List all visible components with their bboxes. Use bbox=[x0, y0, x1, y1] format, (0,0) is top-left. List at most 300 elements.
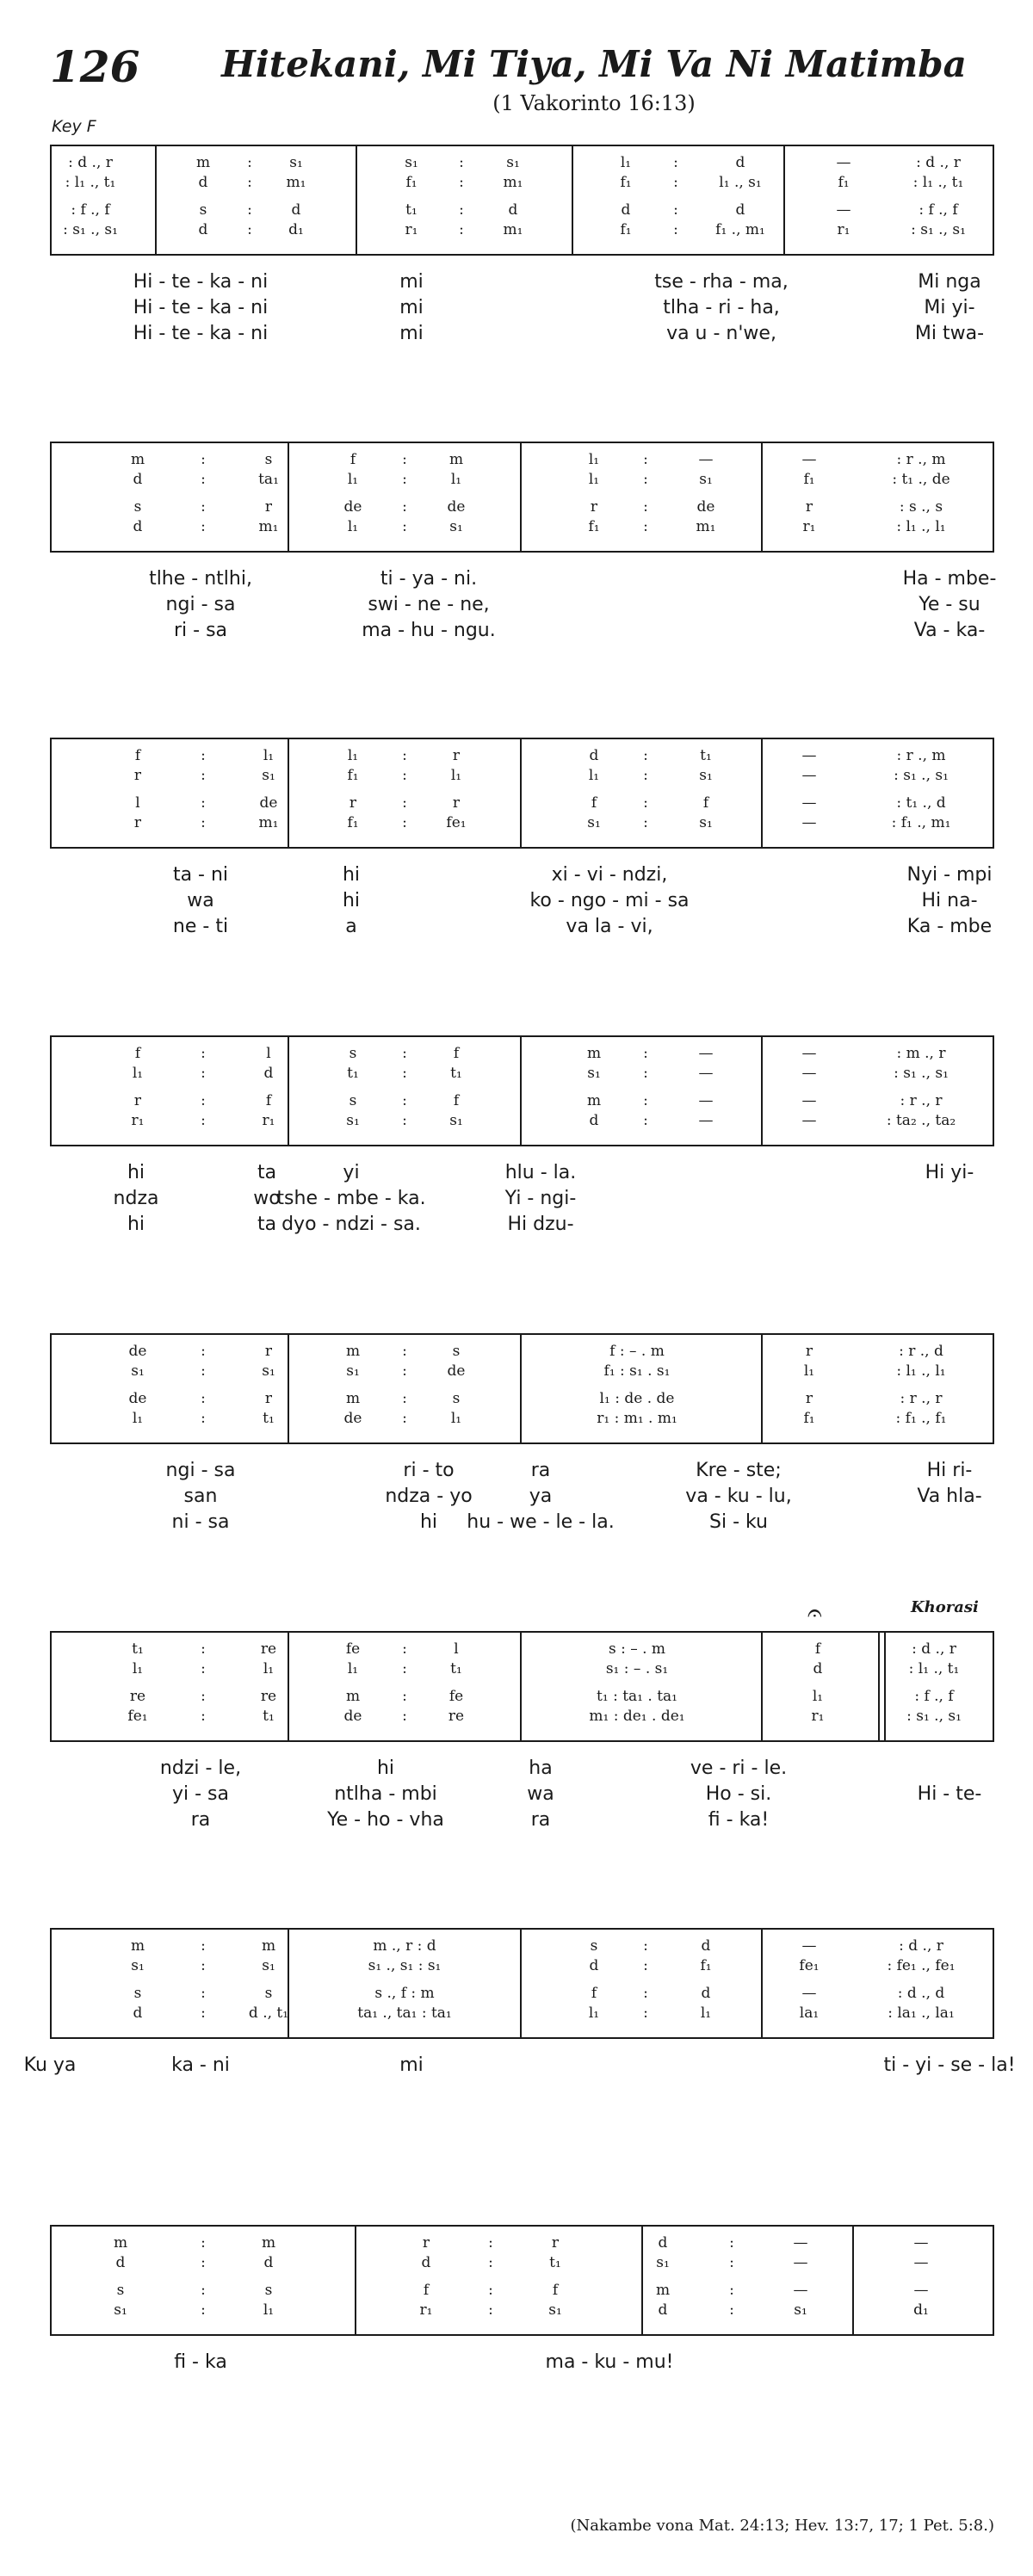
solfa-note: : fe₁ ., fe₁ bbox=[887, 1957, 956, 1974]
lyric-fragment: Yi - ngi- bbox=[504, 1188, 577, 1209]
solfa-note: f bbox=[423, 2282, 430, 2299]
solfa-note: l₁ bbox=[588, 451, 600, 468]
solfa-note: s₁ bbox=[656, 2254, 670, 2271]
solfa-note: s bbox=[349, 1092, 357, 1109]
solfa-note: l₁ bbox=[588, 2005, 600, 2022]
solfa-note: r₁ bbox=[837, 221, 851, 238]
solfa-note: s₁ bbox=[548, 2301, 562, 2319]
solfa-note: : bbox=[201, 747, 206, 764]
lyric-fragment: Hi - te- bbox=[917, 1783, 982, 1805]
solfa-note: — bbox=[801, 1092, 817, 1109]
lyric-verse-3 bbox=[50, 1511, 994, 1537]
solfa-note: m bbox=[586, 1092, 602, 1109]
solfa-note: : bbox=[247, 221, 252, 238]
solfa-note: — bbox=[913, 2282, 929, 2299]
solfa-note: l₁ bbox=[347, 747, 359, 764]
fermata-icon: 𝄐 bbox=[807, 1598, 822, 1628]
solfa-note: s₁ bbox=[449, 518, 463, 535]
solfa-note: : s₁ ., s₁ bbox=[894, 1065, 949, 1082]
lyric-fragment: ntlha - mbi bbox=[334, 1783, 437, 1805]
solfa-note: : bbox=[643, 2005, 648, 2022]
music-system bbox=[50, 442, 997, 646]
solfa-note: — bbox=[801, 794, 817, 812]
solfa-note: : bbox=[402, 1092, 407, 1109]
solfa-note: : bbox=[247, 154, 252, 171]
solfa-note: d bbox=[589, 1112, 599, 1129]
solfa-note: : bbox=[643, 471, 648, 488]
lyric-verse-1 bbox=[50, 1757, 994, 1783]
voice-part-3 bbox=[52, 1687, 993, 1706]
solfa-note: r₁ bbox=[262, 1112, 275, 1129]
solfa-note: d bbox=[589, 747, 599, 764]
solfa-note: : bbox=[643, 1065, 648, 1082]
scripture-reference: (1 Vakorinto 16:13) bbox=[492, 91, 696, 115]
solfa-note: — bbox=[913, 2234, 929, 2252]
solfa-note: m bbox=[130, 451, 145, 468]
solfa-note: r bbox=[264, 1390, 273, 1407]
lyric-fragment: ndza bbox=[113, 1188, 159, 1209]
solfa-note: : bbox=[201, 1640, 206, 1658]
lyric-verse-2 bbox=[50, 594, 994, 620]
music-system bbox=[50, 145, 994, 349]
solfa-note: : bbox=[643, 1092, 648, 1109]
solfa-note: f : – . m bbox=[609, 1343, 665, 1360]
solfa-note: : bbox=[459, 154, 464, 171]
lyric-fragment: Ye - ho - vha bbox=[327, 1809, 444, 1831]
solfa-note: : d ., d bbox=[897, 1985, 945, 2002]
voice-part-1 bbox=[52, 153, 993, 172]
lyric-fragment: Hi - te - ka - ni bbox=[133, 271, 269, 293]
solfa-note: s₁ : – . s₁ bbox=[605, 1660, 669, 1677]
solfa-note: — bbox=[801, 747, 817, 764]
solfa-note: : bbox=[201, 1390, 206, 1407]
voice-part-4 bbox=[52, 2004, 993, 2023]
music-system bbox=[50, 1598, 994, 1835]
solfa-note: m₁ bbox=[286, 174, 306, 191]
voice-part-3 bbox=[52, 201, 993, 219]
hymn-number: 126 bbox=[50, 41, 140, 92]
solfa-note: f₁ bbox=[838, 174, 850, 191]
lyric-fragment: tlhe - ntlhi, bbox=[149, 568, 252, 590]
solfa-note: : bbox=[673, 174, 678, 191]
solfa-note: : f ., f bbox=[914, 1688, 954, 1705]
solfa-note: de bbox=[128, 1343, 147, 1360]
solfa-note: de bbox=[128, 1390, 147, 1407]
solfa-note: m bbox=[586, 1045, 602, 1062]
lyric-fragment: va - ku - lu, bbox=[685, 1486, 792, 1507]
solfa-note: d₁ bbox=[913, 2301, 929, 2319]
solfa-note: r bbox=[422, 2234, 430, 2252]
solfa-note: : d ., r bbox=[68, 154, 113, 171]
solfa-note: l₁ bbox=[450, 1410, 462, 1427]
solfa-note: — bbox=[698, 1112, 714, 1129]
lyric-fragment: hi bbox=[342, 890, 361, 911]
voice-part-1 bbox=[52, 746, 993, 765]
solfa-note: s₁ bbox=[794, 2301, 807, 2319]
lyrics-block bbox=[50, 1757, 994, 1835]
solfa-note: : bbox=[729, 2234, 734, 2252]
solfa-note: : r ., d bbox=[899, 1343, 943, 1360]
solfa-note: : bbox=[643, 1957, 648, 1974]
solfa-note: r bbox=[133, 767, 142, 784]
solfa-note: s bbox=[452, 1390, 461, 1407]
solfa-note: m bbox=[130, 1937, 145, 1955]
solfa-note: — bbox=[793, 2282, 808, 2299]
solfa-note: re bbox=[448, 1708, 465, 1725]
solfa-note: : bbox=[402, 747, 407, 764]
solfa-note: t₁ bbox=[549, 2254, 561, 2271]
solfa-note: m₁ : de₁ . de₁ bbox=[589, 1708, 685, 1725]
solfa-note: r bbox=[551, 2234, 560, 2252]
solfa-note: l₁ bbox=[132, 1065, 144, 1082]
lyric-fragment: hlu - la. bbox=[504, 1162, 577, 1183]
solfa-note: s ., f : m bbox=[374, 1985, 435, 2002]
voice-part-1 bbox=[52, 2233, 993, 2252]
solfa-note: f₁ bbox=[588, 518, 600, 535]
solfa-note: : bbox=[643, 1985, 648, 2002]
music-system bbox=[50, 2225, 994, 2377]
lyric-fragment: Si - ku bbox=[708, 1511, 769, 1533]
lyric-fragment: tse - rha - ma, bbox=[654, 271, 789, 293]
solfa-note: s bbox=[452, 1343, 461, 1360]
solfa-note: : l₁ ., l₁ bbox=[896, 1362, 946, 1380]
lyric-fragment: Va hla- bbox=[917, 1486, 982, 1507]
solfa-note: : bbox=[201, 767, 206, 784]
solfa-note: s₁ bbox=[289, 154, 303, 171]
solfa-note: d bbox=[701, 1937, 711, 1955]
solfa-note: l₁ bbox=[263, 1660, 275, 1677]
solfa-note: — bbox=[698, 1045, 714, 1062]
lyric-verse-2 bbox=[50, 1486, 994, 1511]
solfa-note: d bbox=[198, 221, 208, 238]
solfa-note: m₁ bbox=[696, 518, 716, 535]
solfa-note: : r ., m bbox=[896, 747, 946, 764]
lyric-fragment: Hi yi- bbox=[925, 1162, 974, 1183]
lyric-fragment: ta - ni bbox=[172, 864, 229, 886]
solfa-note: s₁ bbox=[506, 154, 520, 171]
solfa-note: — bbox=[801, 1985, 817, 2002]
solfa-note: f bbox=[591, 1985, 597, 2002]
lyric-fragment: ya bbox=[529, 1486, 553, 1507]
lyric-fragment: Hi ri- bbox=[926, 1460, 973, 1481]
lyric-fragment: mi bbox=[399, 323, 424, 344]
solfa-note: f₁ bbox=[803, 471, 815, 488]
solfa-note: l bbox=[266, 1045, 271, 1062]
solfa-staff bbox=[50, 1631, 994, 1742]
voice-part-2 bbox=[52, 1659, 993, 1678]
solfa-note: s bbox=[349, 1045, 357, 1062]
solfa-note: f bbox=[453, 1045, 460, 1062]
solfa-note: m bbox=[195, 154, 211, 171]
solfa-note: : bbox=[201, 1957, 206, 1974]
solfa-note: d bbox=[291, 201, 301, 219]
voice-part-4 bbox=[52, 1707, 993, 1726]
lyric-fragment: ma - hu - ngu. bbox=[362, 620, 496, 641]
solfa-note: : bbox=[459, 221, 464, 238]
solfa-note: s₁ bbox=[114, 2301, 127, 2319]
solfa-staff bbox=[50, 1333, 994, 1444]
solfa-note: : bbox=[643, 747, 648, 764]
voice-part-1 bbox=[52, 1640, 993, 1659]
solfa-note: : bbox=[729, 2282, 734, 2299]
solfa-note: r bbox=[805, 498, 813, 516]
lyrics-block bbox=[50, 568, 997, 646]
solfa-note: — bbox=[698, 1065, 714, 1082]
solfa-note: m bbox=[345, 1688, 361, 1705]
solfa-note: re bbox=[260, 1640, 277, 1658]
solfa-note: r₁ : m₁ . m₁ bbox=[597, 1410, 677, 1427]
key-signature: Key F bbox=[52, 117, 96, 136]
lyric-fragment: ni - sa bbox=[171, 1511, 230, 1533]
solfa-note: m ., r : d bbox=[373, 1937, 436, 1955]
lyric-fragment: yi bbox=[343, 1162, 360, 1183]
solfa-note: : bbox=[402, 1112, 407, 1129]
voice-part-4 bbox=[52, 1409, 993, 1428]
solfa-note: d bbox=[115, 2254, 126, 2271]
lyric-fragment: hi bbox=[127, 1162, 145, 1183]
solfa-note: t₁ bbox=[263, 1410, 275, 1427]
solfa-note: s : – . m bbox=[608, 1640, 666, 1658]
solfa-note: d bbox=[621, 201, 631, 219]
lyric-fragment: Nyi - mpi bbox=[906, 864, 993, 886]
solfa-note: r bbox=[264, 1343, 273, 1360]
lyrics-block bbox=[23, 2054, 1016, 2080]
lyric-fragment: swi - ne - ne, bbox=[368, 594, 490, 615]
lyric-fragment: Mi twa- bbox=[914, 323, 985, 344]
solfa-note: : f ., f bbox=[71, 201, 110, 219]
solfa-note: l₁ bbox=[588, 471, 600, 488]
solfa-note: r bbox=[590, 498, 598, 516]
solfa-note: s₁ bbox=[262, 1957, 275, 1974]
lyric-fragment: ndza - yo bbox=[385, 1486, 473, 1507]
lyric-fragment: ve - ri - le. bbox=[690, 1757, 788, 1779]
solfa-staff bbox=[50, 145, 994, 256]
solfa-note: : bbox=[201, 1660, 206, 1677]
solfa-note: : s₁ ., s₁ bbox=[911, 221, 966, 238]
lyric-fragment: ngi - sa bbox=[165, 1460, 236, 1481]
solfa-note: : r ., r bbox=[900, 1390, 943, 1407]
solfa-note: de bbox=[343, 498, 362, 516]
solfa-note: s bbox=[264, 2282, 273, 2299]
solfa-note: t₁ : ta₁ . ta₁ bbox=[597, 1688, 677, 1705]
solfa-note: de bbox=[696, 498, 715, 516]
lyric-fragment: ri - sa bbox=[173, 620, 228, 641]
solfa-note: : bbox=[201, 498, 206, 516]
voice-part-4 bbox=[52, 220, 993, 239]
voice-part-2 bbox=[52, 1064, 993, 1083]
lyric-verse-3 bbox=[50, 323, 994, 349]
lyric-fragment: yi - sa bbox=[172, 1783, 229, 1805]
lyric-fragment: san bbox=[183, 1486, 218, 1507]
solfa-note: r bbox=[452, 794, 461, 812]
solfa-note: l₁ bbox=[700, 2005, 712, 2022]
solfa-note: : s₁ ., s₁ bbox=[63, 221, 118, 238]
solfa-note: l bbox=[135, 794, 140, 812]
voice-part-2 bbox=[52, 766, 993, 785]
voice-part-1 bbox=[52, 450, 993, 469]
lyric-verse-1 bbox=[50, 2351, 994, 2377]
solfa-note: r bbox=[349, 794, 357, 812]
solfa-note: : bbox=[643, 767, 648, 784]
solfa-note: l₁ bbox=[263, 2301, 275, 2319]
lyric-fragment: wo bbox=[253, 1188, 281, 1209]
voice-part-1 bbox=[52, 1044, 993, 1063]
solfa-note: l₁ bbox=[812, 1688, 824, 1705]
solfa-note: : bbox=[459, 201, 464, 219]
solfa-note: s₁ bbox=[449, 1112, 463, 1129]
solfa-note: : t₁ ., de bbox=[892, 471, 950, 488]
lyric-fragment: Ho - si. bbox=[705, 1783, 772, 1805]
lyric-fragment: tshe - mbe - ka. bbox=[276, 1188, 426, 1209]
lyric-fragment: dyo - ndzi - sa. bbox=[281, 1214, 421, 1235]
solfa-note: : r ., r bbox=[900, 1092, 943, 1109]
solfa-note: d bbox=[658, 2234, 668, 2252]
lyric-fragment: va la - vi, bbox=[566, 916, 653, 937]
solfa-note: — bbox=[801, 451, 817, 468]
solfa-note: f₁ ., m₁ bbox=[715, 221, 765, 238]
solfa-note: : bbox=[201, 518, 206, 535]
solfa-note: : bbox=[201, 1343, 206, 1360]
solfa-note: : bbox=[201, 451, 206, 468]
solfa-note: — bbox=[913, 2254, 929, 2271]
solfa-note: — bbox=[801, 767, 817, 784]
solfa-note: — bbox=[801, 1065, 817, 1082]
solfa-note: f bbox=[702, 794, 709, 812]
lyric-fragment: Ye - su bbox=[919, 594, 980, 615]
voice-part-2 bbox=[52, 470, 993, 489]
solfa-note: f bbox=[349, 451, 356, 468]
solfa-note: d bbox=[421, 2254, 431, 2271]
solfa-note: t₁ bbox=[700, 747, 712, 764]
lyric-fragment: ne - ti bbox=[172, 916, 229, 937]
lyric-fragment: Ku ya bbox=[23, 2054, 77, 2076]
lyric-fragment: ta bbox=[257, 1162, 277, 1183]
lyric-fragment: va u - n'we, bbox=[666, 323, 776, 344]
solfa-note: s₁ bbox=[699, 767, 713, 784]
solfa-note: fe bbox=[448, 1688, 464, 1705]
solfa-note: : s₁ ., s₁ bbox=[906, 1708, 962, 1725]
solfa-note: fe₁ bbox=[799, 1957, 820, 1974]
solfa-note: : m ., r bbox=[896, 1045, 946, 1062]
solfa-note: : bbox=[402, 794, 407, 812]
solfa-note: : bbox=[402, 471, 407, 488]
solfa-note: s₁ bbox=[587, 814, 601, 831]
solfa-note: : bbox=[729, 2254, 734, 2271]
solfa-note: s₁ bbox=[587, 1065, 601, 1082]
solfa-note: d bbox=[263, 1065, 274, 1082]
voice-part-4 bbox=[52, 1111, 993, 1130]
lyric-verse-1 bbox=[50, 1460, 994, 1486]
solfa-note: : bbox=[402, 1660, 407, 1677]
lyric-verse-2 bbox=[50, 890, 994, 916]
solfa-note: f bbox=[591, 794, 597, 812]
hymn-title: Hitekani, Mi Tiya, Mi Va Ni Matimba bbox=[221, 43, 967, 85]
solfa-note: l bbox=[454, 1640, 459, 1658]
solfa-note: : bbox=[643, 1937, 648, 1955]
solfa-note: : bbox=[643, 1045, 648, 1062]
solfa-note: — bbox=[801, 1045, 817, 1062]
solfa-note: f bbox=[453, 1092, 460, 1109]
solfa-note: f bbox=[134, 1045, 141, 1062]
lyric-fragment: fi - ka bbox=[174, 2351, 227, 2373]
solfa-note: de bbox=[447, 498, 466, 516]
voice-part-3 bbox=[52, 2281, 993, 2300]
solfa-note: f₁ bbox=[347, 814, 359, 831]
solfa-note: l₁ bbox=[132, 1660, 144, 1677]
solfa-note: : bbox=[201, 1092, 206, 1109]
lyric-fragment: ndzi - le, bbox=[159, 1757, 242, 1779]
solfa-note: f₁ bbox=[347, 767, 359, 784]
solfa-staff bbox=[50, 1928, 994, 2039]
solfa-note: s₁ bbox=[131, 1957, 145, 1974]
lyric-fragment: ra bbox=[530, 1809, 551, 1831]
solfa-staff bbox=[50, 2225, 994, 2336]
solfa-note: : bbox=[402, 1362, 407, 1380]
lyric-fragment: ko - ngo - mi - sa bbox=[529, 890, 690, 911]
solfa-note: : bbox=[402, 1688, 407, 1705]
solfa-note: s bbox=[590, 1937, 598, 1955]
solfa-note: : l₁ ., l₁ bbox=[896, 518, 946, 535]
solfa-note: : bbox=[402, 767, 407, 784]
solfa-note: : l₁ ., t₁ bbox=[908, 1660, 960, 1677]
solfa-note: re bbox=[129, 1688, 146, 1705]
solfa-note: m₁ bbox=[258, 814, 279, 831]
lyric-fragment: Mi yi- bbox=[924, 297, 975, 318]
solfa-note: m bbox=[345, 1343, 361, 1360]
lyric-verse-1 bbox=[50, 271, 994, 297]
lyric-fragment: Hi na- bbox=[921, 890, 978, 911]
solfa-note: : bbox=[488, 2234, 493, 2252]
solfa-note: : bbox=[201, 471, 206, 488]
solfa-note: m₁ bbox=[503, 174, 523, 191]
lyric-fragment: hi bbox=[342, 864, 361, 886]
voice-part-4 bbox=[52, 2301, 993, 2320]
chorus-label: Khorasi bbox=[911, 1598, 979, 1616]
solfa-note: s bbox=[133, 498, 142, 516]
solfa-note: l₁ bbox=[620, 154, 632, 171]
lyric-fragment: ti - yi - se - la! bbox=[883, 2054, 1016, 2076]
lyric-fragment: ha bbox=[529, 1757, 553, 1779]
solfa-note: r₁ bbox=[405, 221, 418, 238]
solfa-note: : l₁ ., t₁ bbox=[65, 174, 116, 191]
solfa-note: : r ., m bbox=[896, 451, 946, 468]
solfa-note: d bbox=[589, 1957, 599, 1974]
lyric-fragment: hi bbox=[419, 1511, 438, 1533]
solfa-note: : d ., r bbox=[899, 1937, 943, 1955]
lyric-fragment: Hi - te - ka - ni bbox=[133, 323, 269, 344]
solfa-note: m bbox=[261, 1937, 276, 1955]
solfa-note: m bbox=[261, 2234, 276, 2252]
lyric-fragment: fi - ka! bbox=[708, 1809, 770, 1831]
solfa-note: : bbox=[402, 1410, 407, 1427]
solfa-note: r bbox=[133, 814, 142, 831]
lyric-verse-3 bbox=[50, 1214, 994, 1239]
music-system bbox=[50, 1333, 994, 1537]
solfa-note: m bbox=[448, 451, 464, 468]
solfa-note: s bbox=[199, 201, 207, 219]
voice-part-3 bbox=[52, 1389, 993, 1408]
solfa-note: s₁ bbox=[262, 767, 275, 784]
solfa-note: s₁ bbox=[346, 1112, 360, 1129]
lyric-fragment: Ha - mbe- bbox=[902, 568, 997, 590]
lyric-verse-1 bbox=[50, 1162, 994, 1188]
lyric-fragment: ka - ni bbox=[171, 2054, 230, 2076]
lyric-verse-2 bbox=[50, 1188, 994, 1214]
solfa-note: f bbox=[814, 1640, 821, 1658]
lyric-verse-1 bbox=[50, 568, 997, 594]
solfa-note: d bbox=[735, 201, 745, 219]
solfa-note: : bbox=[201, 1985, 206, 2002]
